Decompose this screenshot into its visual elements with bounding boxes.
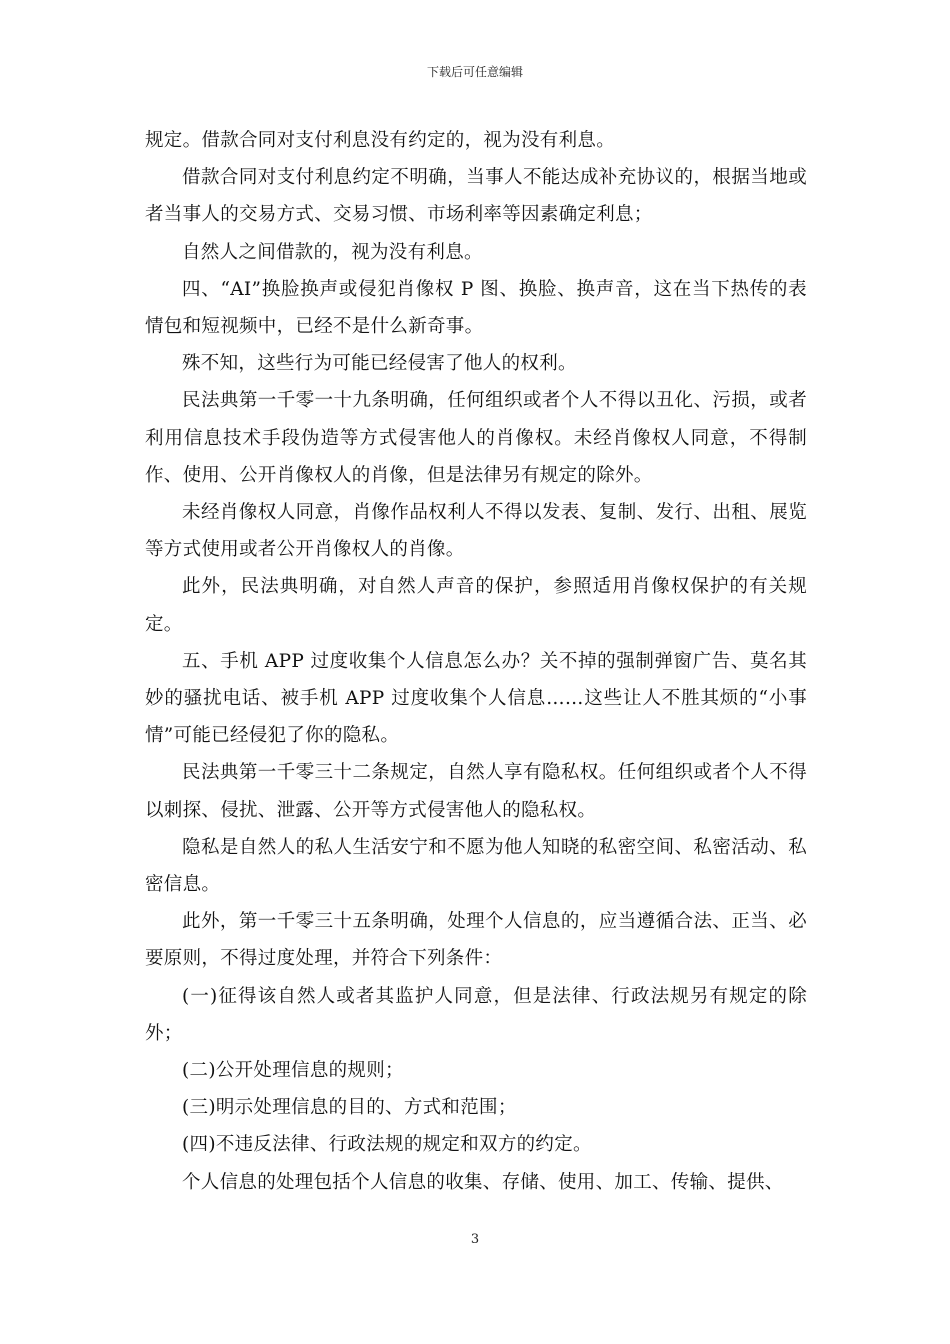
paragraph-3: 自然人之间借款的，视为没有利息。 xyxy=(182,241,483,263)
paragraph-9: 五、手机 APP 过度收集个人信息怎么办？关不掉的强制弹窗广告、莫名其妙的骚扰电话、被手机 APP 过度收集个人信息……这些让人不胜其烦的“小事情”可能已经侵犯了你的隐私。 xyxy=(145,650,807,747)
paragraph-10: 民法典第一千零三十二条规定，自然人享有隐私权。任何组织或者个人不得以刺探、侵扰、泄露、公开等方式侵害他人的隐私权。 xyxy=(145,762,807,821)
paragraph-13: (一)征得该自然人或者其监护人同意，但是法律、行政法规另有规定的除外； xyxy=(145,985,807,1044)
paragraph-16: (四)不违反法律、行政法规的规定和双方的约定。 xyxy=(182,1134,592,1156)
paragraph-6: 民法典第一千零一十九条明确，任何组织或者个人不得以丑化、污损，或者利用信息技术手段伪造等方式侵害他人的肖像权。未经肖像权人同意，不得制作、使用、公开肖像权人的肖像，但是法律另有规定的除外。 xyxy=(145,390,807,486)
document-body xyxy=(145,122,807,1201)
paragraph-12: 此外，第一千零三十五条明确，处理个人信息的，应当遵循合法、正当、必要原则，不得过度处理，并符合下列条件： xyxy=(145,911,807,970)
paragraph-11: 隐私是自然人的私人生活安宁和不愿为他人知晓的私密空间、私密活动、私密信息。 xyxy=(145,836,807,896)
page-number: 3 xyxy=(470,1232,480,1247)
paragraph-1: 规定。借款合同对支付利息没有约定的，视为没有利息。 xyxy=(145,130,616,151)
paragraph-17: 个人信息的处理包括个人信息的收集、存储、使用、加工、传输、提供、 xyxy=(182,1171,784,1193)
paragraph-8: 此外，民法典明确，对自然人声音的保护，参照适用肖像权保护的有关规定。 xyxy=(145,576,807,635)
paragraph-15: (三)明示处理信息的目的、方式和范围； xyxy=(182,1097,517,1119)
paragraph-4: 四、“AI”换脸换声或侵犯肖像权 P 图、换脸、换声音，这在当下热传的表情包和短视频中，已经不是什么新奇事。 xyxy=(145,278,807,338)
page-header: 下载后可任意编辑 xyxy=(426,65,523,79)
paragraph-14: (二)公开处理信息的规则； xyxy=(182,1060,404,1082)
paragraph-5: 殊不知，这些行为可能已经侵害了他人的权利。 xyxy=(182,353,577,375)
paragraph-2: 借款合同对支付利息约定不明确，当事人不能达成补充协议的，根据当地或者当事人的交易方式、交易习惯、市场利率等因素确定利息； xyxy=(145,167,807,226)
paragraph-7: 未经肖像权人同意，肖像作品权利人不得以发表、复制、发行、出租、展览等方式使用或者公开肖像权人的肖像。 xyxy=(145,502,807,561)
